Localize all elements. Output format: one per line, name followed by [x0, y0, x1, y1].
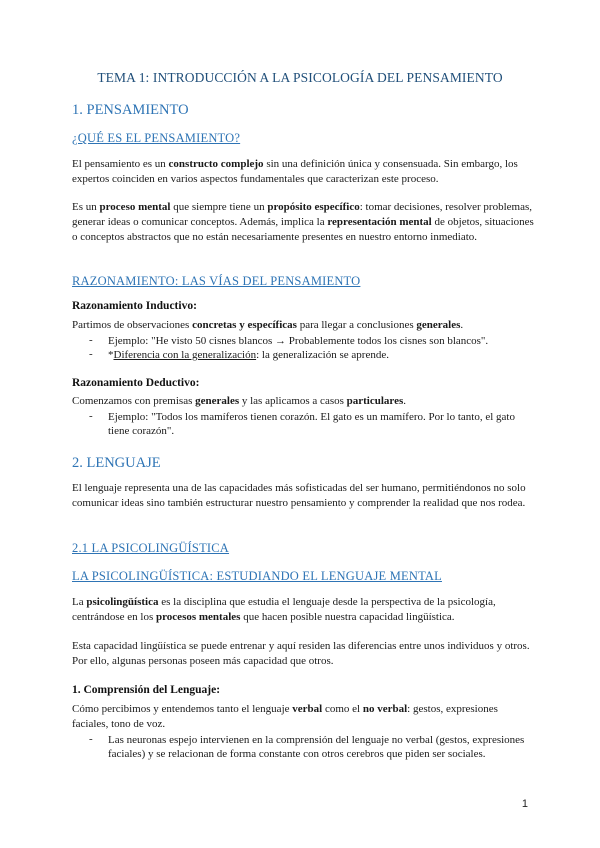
bold-term: generales	[416, 319, 461, 331]
text-run: es la disciplina que estudia el lenguaje desde la perspectiva de la psicología, centrándose en los	[72, 596, 496, 623]
list-item	[108, 410, 528, 438]
text-run: El pensamiento es un	[72, 158, 169, 170]
paragraph	[72, 319, 463, 331]
text-run: Las neuronas espejo intervienen en la comprensión del lenguaje no verbal (gestos, expresiones faciales) y se relacionan de forma constante con otros cerebros que piden ser sociales.	[108, 734, 525, 760]
text-run: Ejemplo: "Todos los mamíferos tienen corazón. El gato es un mamífero. Por lo tanto, el gato tiene corazón".	[108, 411, 515, 437]
subheading-que-es-pensamiento: ¿QUÉ ES EL PENSAMIENTO?	[72, 131, 241, 145]
paragraph	[72, 395, 406, 407]
text-run: Ejemplo: "He visto 50 cisnes blancos → Probablemente todos los cisnes son blancos".	[108, 335, 489, 347]
bullet-marker: -	[89, 334, 93, 346]
list-item	[108, 733, 528, 761]
text-run: : la generalización se aprende.	[256, 349, 389, 361]
text-run: : gestos, expresiones faciales, tono de voz.	[72, 703, 498, 730]
bold-term: representación mental	[327, 216, 432, 228]
subheading-lenguaje-mental: LA PSICOLINGÜÍSTICA: ESTUDIANDO EL LENGUAJE MENTAL	[72, 569, 442, 583]
text-run: de objetos, situaciones o conceptos abstractos que no están necesariamente presentes en nuestro entorno inmediato.	[72, 216, 534, 243]
text-run: Es un	[72, 201, 100, 213]
text-run: La	[72, 596, 87, 608]
paragraph	[72, 200, 534, 245]
bold-term: particulares	[346, 395, 404, 407]
text-run: : tomar decisiones, resolver problemas, generar ideas o comunicar conceptos. Además, implica la	[72, 201, 532, 228]
document-title: TEMA 1: INTRODUCCIÓN A LA PSICOLOGÍA DEL PENSAMIENTO	[97, 70, 503, 85]
bold-term: procesos mentales	[156, 611, 241, 623]
text-run: que siempre tiene un	[170, 201, 268, 213]
list-item	[108, 334, 528, 348]
text-run: .	[403, 395, 407, 407]
paragraph	[72, 481, 534, 511]
bullet-marker: -	[89, 348, 93, 360]
subheading-psicolinguistica: 2.1 LA PSICOLINGÜÍSTICA	[72, 541, 230, 555]
bold-term: constructo complejo	[168, 158, 264, 170]
section-heading-lenguaje: 2. LENGUAJE	[72, 455, 161, 471]
bold-term: propósito específico	[267, 201, 360, 213]
heading-razonamiento-deductivo: Razonamiento Deductivo:	[72, 377, 200, 389]
bold-term: concretas y específicas	[192, 319, 297, 331]
paragraph	[72, 595, 534, 625]
list-item	[108, 348, 528, 362]
paragraph	[72, 157, 534, 187]
text-run: que hacen posible nuestra capacidad lingüística.	[240, 611, 455, 623]
text-run: Comenzamos con premisas	[72, 395, 196, 407]
bold-term: psicolingüística	[86, 596, 159, 608]
bullet-marker: -	[89, 410, 93, 422]
text-run: Partimos de observaciones	[72, 319, 193, 331]
text-run: .	[460, 319, 464, 331]
heading-razonamiento-inductivo: Razonamiento Inductivo:	[72, 300, 197, 312]
bold-term: proceso mental	[99, 201, 171, 213]
text-run: *	[108, 349, 114, 361]
bullet-marker: -	[89, 733, 93, 745]
heading-comprension-lenguaje: 1. Comprensión del Lenguaje:	[72, 684, 221, 696]
text-run: sin una definición única y consensuada. Sin embargo, los expertos coinciden en varios aspectos fundamentales que caracterizan este proceso.	[72, 158, 518, 185]
underlined-term: Diferencia con la generalización	[113, 349, 257, 361]
bold-term: generales	[195, 395, 240, 407]
paragraph	[72, 702, 534, 732]
bold-term: no verbal	[362, 703, 408, 715]
text-run: y las aplicamos a casos	[239, 395, 347, 407]
text-run: Cómo percibimos y entendemos tanto el lenguaje	[72, 703, 293, 715]
text-run: El lenguaje representa una de las capacidades más sofisticadas del ser humano, permitiéndonos no solo comunicar ideas sino también estructurar nuestro pensamiento y comprender la realidad que nos rodea.	[72, 482, 526, 509]
page-number: 1	[521, 798, 528, 810]
bold-term: verbal	[292, 703, 323, 715]
section-heading-pensamiento: 1. PENSAMIENTO	[72, 102, 189, 118]
text-run: como el	[322, 703, 363, 715]
text-run: para llegar a conclusiones	[296, 319, 417, 331]
paragraph	[72, 639, 534, 669]
text-run: Esta capacidad lingüística se puede entrenar y aquí residen las diferencias entre unos individuos y otros. Por ello, algunas personas poseen más capacidad que otros.	[72, 640, 530, 667]
subheading-razonamiento: RAZONAMIENTO: LAS VÍAS DEL PENSAMIENTO	[72, 274, 361, 288]
